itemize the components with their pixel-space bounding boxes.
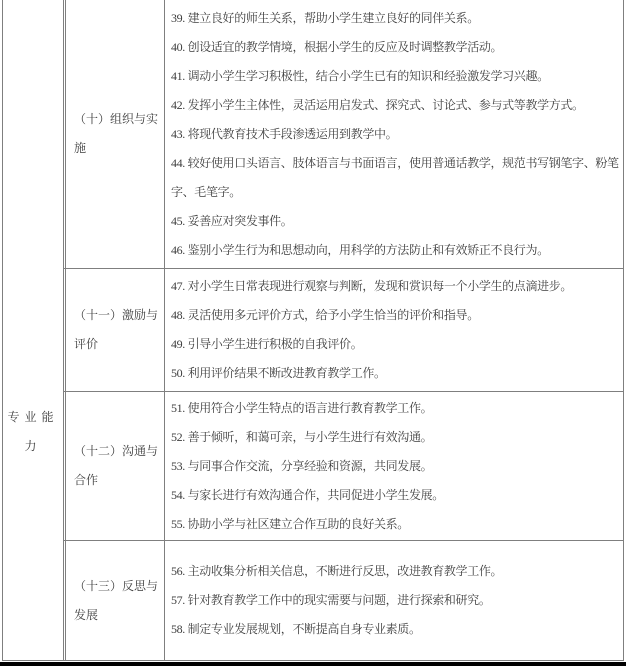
standard-item: 43. 将现代教育技术手段渗透运用到教学中。 [171,126,398,141]
dimension-label: 专业能力 [7,410,59,453]
standard-item: 44. 较好使用口头语言、肢体语言与书面语言，使用普通话教学，规范书写钢笔字、粉笔字、毛笔字。 [171,155,619,199]
standard-item: 57. 针对教育教学工作中的现实需要与问题，进行探索和研究。 [171,593,491,607]
standard-item: 45. 妥善应对突发事件。 [171,213,293,228]
standard-item: 41. 调动小学生学习积极性，结合小学生已有的知识和经验激发学习兴趣。 [171,68,549,83]
table-row-communication [63,392,623,541]
category-cell [63,392,165,540]
items-cell [165,392,623,540]
category-cell [63,269,165,391]
standard-item: 54. 与家长进行有效沟通合作，共同促进小学生发展。 [171,487,444,502]
table-row-reflection [63,541,623,660]
standard-item: 39. 建立良好的师生关系，帮助小学生建立良好的同伴关系。 [171,10,479,25]
standard-item: 47. 对小学生日常表现进行观察与判断，发现和赏识每一个小学生的点滴进步。 [171,279,573,293]
standard-item: 58. 制定专业发展规划，不断提高自身专业素质。 [171,622,421,636]
category-label: （十三）反思与发展 [74,578,159,622]
dimension-cell [3,0,63,660]
standards-table [2,0,624,661]
items-cell [165,269,623,391]
standard-item: 50. 利用评价结果不断改进教育教学工作。 [171,366,386,380]
standard-item: 53. 与同事合作交流，分享经验和资源，共同发展。 [171,458,433,473]
standard-item: 42. 发挥小学生主体性，灵活运用启发式、探究式、讨论式、参与式等教学方式。 [171,97,584,112]
table-row-evaluation [63,269,623,392]
standard-item: 56. 主动收集分析相关信息，不断进行反思，改进教育教学工作。 [171,564,503,578]
category-cell [63,541,165,660]
category-label: （十二）沟通与合作 [74,444,159,487]
standard-item: 52. 善于倾听，和蔼可亲，与小学生进行有效沟通。 [171,429,433,444]
standard-item: 40. 创设适宜的教学情境，根据小学生的反应及时调整教学活动。 [171,39,503,54]
category-label: （十一）激励与评价 [74,308,159,351]
table-body [63,0,623,660]
standard-item: 48. 灵活使用多元评价方式，给予小学生恰当的评价和指导。 [171,308,479,322]
standard-item: 49. 引导小学生进行积极的自我评价。 [171,337,363,351]
standard-item: 51. 使用符合小学生特点的语言进行教育教学工作。 [171,400,433,415]
standard-item: 55. 协助小学与社区建立合作互助的良好关系。 [171,516,409,531]
category-label: （十）组织与实施 [74,112,159,155]
items-cell [165,541,623,660]
category-cell [63,0,165,268]
standard-item: 46. 鉴别小学生行为和思想动向，用科学的方法防止和有效矫正不良行为。 [171,242,549,257]
page-bottom-bar [0,662,626,666]
items-cell [165,0,623,268]
table-row-organization [63,0,623,269]
